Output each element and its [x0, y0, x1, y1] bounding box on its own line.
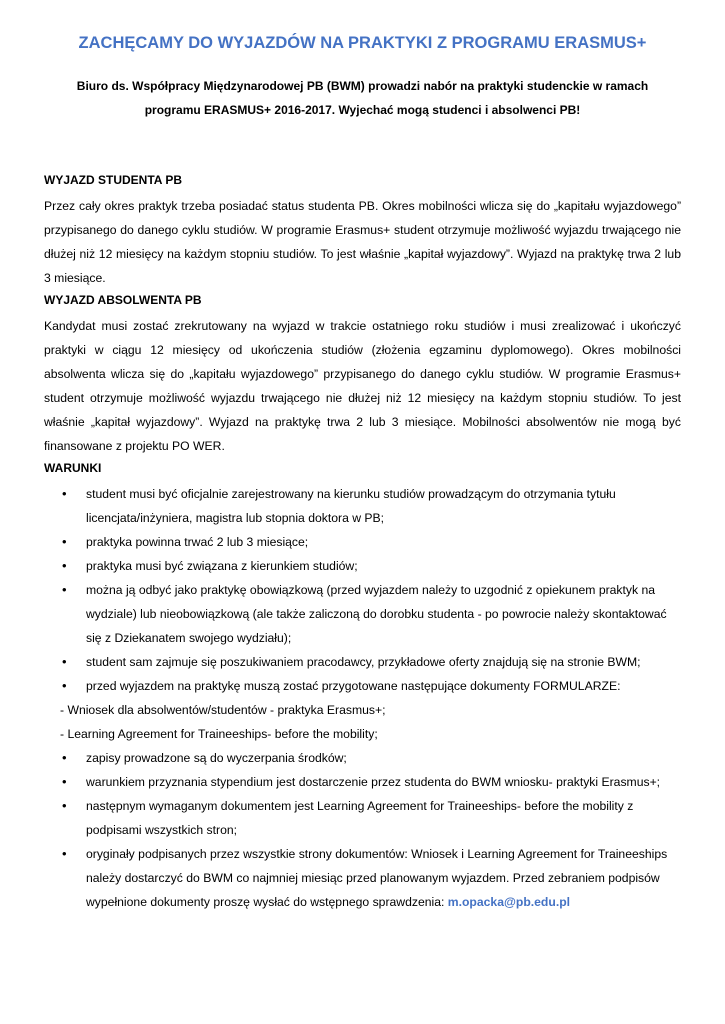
list-item-final [44, 842, 681, 914]
list-item: • zapisy prowadzone są do wyczerpania środków; [44, 746, 681, 770]
conditions-list-2 [44, 746, 681, 914]
conditions-list-1 [44, 482, 681, 698]
list-item: • następnym wymaganym dokumentem jest Learning Agreement for Traineeships- before the mobility z podpisami wszystkich stron; [44, 794, 681, 842]
list-item: • praktyka musi być związana z kierunkiem studiów; [44, 554, 681, 578]
student-section-text: Przez cały okres praktyk trzeba posiadać status studenta PB. Okres mobilności wlicza się do „kapitału wyjazdowego” przypisanego do danego cyklu studiów. W programie Erasmus+ student otrzymuje możliwość wyjazdu trwającego nie dłużej niż 12 miesięcy na każdym stopniu studiów. To jest właśnie „kapitał wyjazdowy”. Wyjazd na praktykę trwa 2 lub 3 miesiące. [44, 199, 681, 285]
list-item: • przed wyjazdem na praktykę muszą zostać przygotowane następujące dokumenty FORMULARZE: [44, 674, 681, 698]
conditions-heading: WARUNKI [44, 461, 102, 475]
intro-line-2 [44, 98, 681, 122]
intro-line-1: Biuro ds. Współpracy Międzynarodowej PB (BWM) prowadzi nabór na praktyki studenckie w ramach [76, 79, 649, 93]
intro-line-2-rest: . Wyjechać mogą studenci i absolwenci PB! [331, 103, 581, 117]
list-item: • student musi być oficjalnie zarejestrowany na kierunku studiów prowadzącym do otrzymania tytułu licencjata/inżyniera, magistra lub stopnia doktora w PB; [44, 482, 681, 530]
form-item-learning-agreement: - Learning Agreement for Traineeships- before the mobility; [60, 727, 378, 741]
final-item-text: oryginały podpisanych przez wszystkie strony dokumentów: Wniosek i Learning Agreement for Traineeships należy dostarczyć do BWM co najmniej miesiąc przed planowanym wyjazdem. Przed zebraniem podpisów wypełnione dokumenty proszę wysłać do wstępnego sprawdzenia: [86, 847, 668, 909]
intro-program-name: programu ERASMUS+ 2016-2017 [144, 103, 332, 117]
page-title: ZACHĘCAMY DO WYJAZDÓW NA PRAKTYKI Z PROGRAMU ERASMUS+ [78, 34, 647, 52]
form-item-application: - Wniosek dla absolwentów/studentów - praktyka Erasmus+; [60, 703, 386, 717]
document-page [44, 34, 681, 914]
intro-paragraph [44, 74, 681, 122]
list-item: • można ją odbyć jako praktykę obowiązkową (przed wyjazdem należy to uzgodnić z opiekunem praktyk na wydziale) lub nieobowiązkową (ale także zaliczoną do dorobku studenta - po powrocie należy skontaktować się z Dziekanatem swojego wydziału); [44, 578, 681, 650]
student-section-heading: WYJAZD STUDENTA PB [44, 173, 182, 187]
list-item: • praktyka powinna trwać 2 lub 3 miesiące; [44, 530, 681, 554]
graduate-section-text: Kandydat musi zostać zrekrutowany na wyjazd w trakcie ostatniego roku studiów i musi zrealizować i ukończyć praktyki w ciągu 12 miesięcy od ukończenia studiów (złożenia egzaminu dyplomowego). Okres mobilności absolwenta wlicza się do „kapitału wyjazdowego” przypisanego do danego cyklu studiów. W programie Erasmus+ student otrzymuje możliwość wyjazdu trwającego nie dłużej niż 12 miesięcy na każdym stopniu studiów. To jest właśnie „kapitał wyjazdowy”. Wyjazd na praktykę trwa 2 lub 3 miesiące. Mobilności absolwentów nie mogą być finansowane z projektu PO WER. [44, 319, 681, 453]
contact-email-link[interactable]: m.opacka@pb.edu.pl [447, 895, 571, 909]
list-item: • warunkiem przyznania stypendium jest dostarczenie przez studenta do BWM wniosku- praktyki Erasmus+; [44, 770, 681, 794]
graduate-section-heading: WYJAZD ABSOLWENTA PB [44, 293, 202, 307]
list-item: • student sam zajmuje się poszukiwaniem pracodawcy, przykładowe oferty znajdują się na stronie BWM; [44, 650, 681, 674]
